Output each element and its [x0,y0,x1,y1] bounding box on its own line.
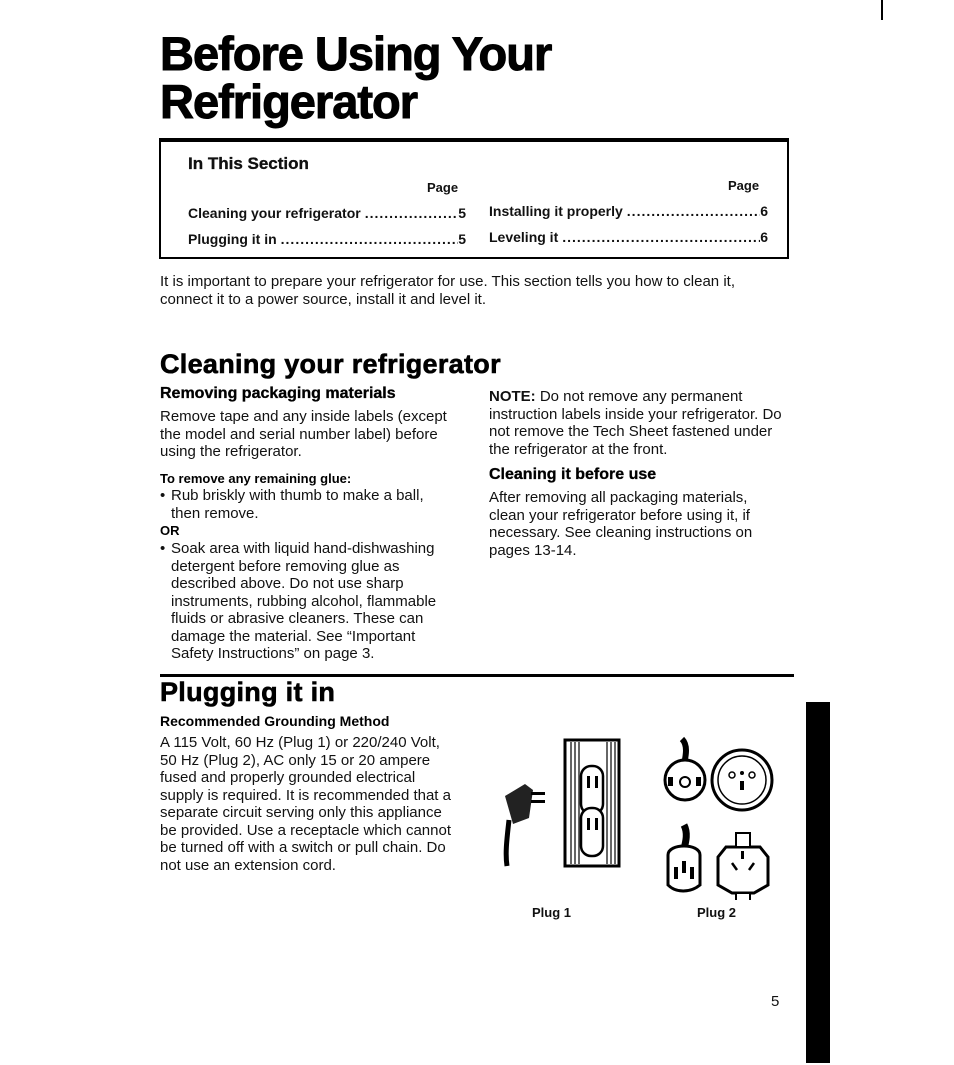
grounding-text: A 115 Volt, 60 Hz (Plug 1) or 220/240 Volt, 50 Hz (Plug 2), AC only 15 or 20 ampere fused and properly grounded electrical supply is required. It is recommended that a separate circuit serving only this appliance be provided. Use a receptacle which cannot be turned off with a switch or pull chain. Do not use an extension cord. [160,734,452,874]
toc-page-label-left: Page [427,180,459,195]
or-label: OR [160,523,180,538]
note-label: NOTE: [489,388,536,405]
plug2-label: Plug 2 [697,905,737,920]
cleaning-before-use-text: After removing all packaging materials, clean your refrigerator before using it, if necessary. See cleaning instructions on pages 13-14. [489,489,753,559]
plugging-heading: Plugging it in [160,677,336,707]
note-paragraph [489,388,794,458]
plug2-illustration [660,735,780,900]
toc-entry-plugging[interactable] [188,231,466,247]
removing-packaging-text: Remove tape and any inside labels (except the model and serial number label) before using the refrigerator. [160,408,447,460]
toc-entry-page: 5 [458,205,466,221]
toc-entry-label: Leveling it [489,229,559,245]
section-tab [806,702,830,1063]
cleaning-heading: Cleaning your refrigerator [160,349,501,379]
page-title: Before Using Your Refrigerator [160,27,552,128]
page-number: 5 [771,993,780,1010]
glue-heading: To remove any remaining glue: [160,471,352,486]
toc-entry-label: Installing it properly [489,203,623,219]
toc-entry-label: Plugging it in [188,231,277,247]
bullet-icon: • [160,540,166,557]
toc-entry-leveling[interactable] [489,229,768,245]
intro-paragraph: It is important to prepare your refrigerator for use. This section tells you how to clean it, connect it to a power source, install it and level it. [160,273,735,308]
toc-entry-page: 5 [458,231,466,247]
bullet-soak-text: Soak area with liquid hand-dishwashing detergent before removing glue as described above. Do not use sharp instruments, rubbing alcohol, flammable fluids or abrasive cleaners. These can damage the material. See “Important Safety Instructions” on page 3. [171,540,437,662]
grounding-method-heading: Recommended Grounding Method [160,713,390,729]
cleaning-before-use-heading: Cleaning it before use [489,466,657,483]
toc-box [159,138,789,259]
toc-entry-page: 6 [760,229,768,245]
bullet-soak [160,540,452,663]
toc-entry-cleaning[interactable] [188,205,466,221]
toc-page-label-right: Page [728,178,760,193]
bullet-icon: • [160,487,166,504]
bullet-rub-text: Rub briskly with thumb to make a ball, then remove. [171,487,424,522]
toc-entry-page: 6 [760,203,768,219]
plug1-label: Plug 1 [532,905,572,920]
toc-entry-installing[interactable] [489,203,768,219]
note-text: Do not remove any permanent instruction labels inside your refrigerator. Do not remove the Tech Sheet fastened under the refrigerator at the front. [489,388,782,458]
margin-mark [881,0,883,20]
toc-entry-label: Cleaning your refrigerator [188,205,361,221]
toc-heading: In This Section [188,154,309,173]
plug1-illustration [495,738,630,868]
bullet-rub [160,487,450,522]
removing-packaging-heading: Removing packaging materials [160,385,396,402]
